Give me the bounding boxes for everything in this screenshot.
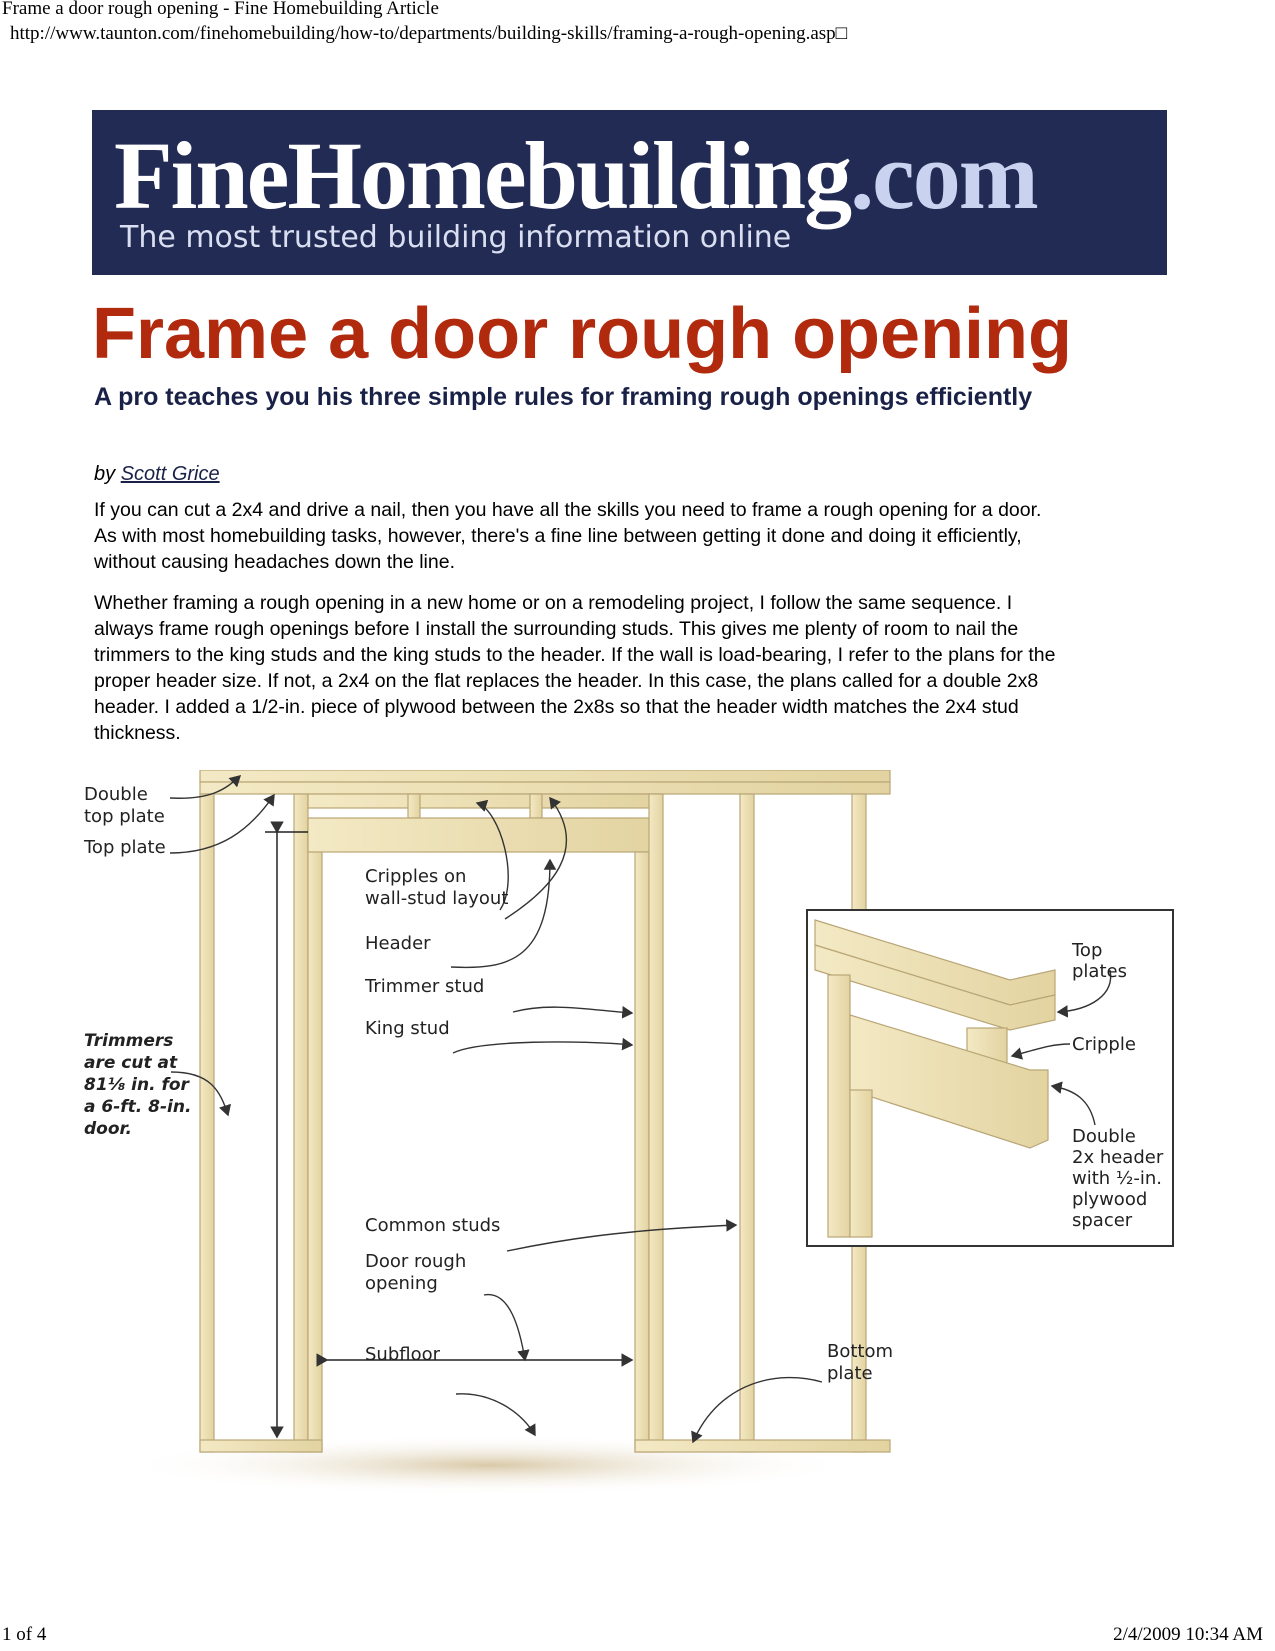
print-date: 2/4/2009 10:34 AM bbox=[1113, 1624, 1263, 1645]
label-double-top-plate: Double bbox=[84, 784, 148, 805]
framing-illustration bbox=[80, 770, 1195, 1505]
inset-label-double-header: with ½-in. bbox=[1072, 1168, 1162, 1189]
article-paragraph: Whether framing a rough opening in a new home or on a remodeling project, I follow the same sequence. I always frame rough openings before I install the surrounding studs. This gives me plenty of room to nail the trimmers to the king studs and the king studs to the header. If the wall is load-bearing, I refer to the plans for the proper header size. If not, a 2x4 on the flat replaces the header. In this case, the plans called for a double 2x8 header. I added a 1/2-in. piece of plywood between the 2x8s so that the header width matches the 2x4 stud thickness. bbox=[94, 592, 1056, 744]
print-header-title: Frame a door rough opening - Fine Homebuilding Article bbox=[2, 0, 439, 19]
inset-label-double-header: spacer bbox=[1072, 1210, 1133, 1231]
top-plate bbox=[200, 782, 890, 794]
label-trimmer-stud: Trimmer stud bbox=[365, 976, 485, 997]
wall-frame bbox=[200, 770, 890, 1452]
article-title: Frame a door rough opening bbox=[92, 294, 1073, 374]
article-paragraph: If you can cut a 2x4 and drive a nail, then you have all the skills you need to frame a rough opening for a door. As with most homebuilding tasks, however, there's a fine line between getting it done and doing it efficiently, without causing headaches down the line. bbox=[94, 499, 1042, 573]
cripple bbox=[530, 794, 542, 818]
bottom-plate-left bbox=[200, 1440, 322, 1452]
trimmer-stud-left bbox=[308, 828, 322, 1452]
label-bottom-plate: Bottom bbox=[827, 1341, 894, 1362]
trimmer-stud-right bbox=[635, 852, 649, 1452]
site-logo bbox=[114, 122, 1037, 229]
end-stud bbox=[200, 794, 214, 1452]
inset-king-stud bbox=[828, 975, 850, 1237]
label-trimmers-note: are cut at bbox=[84, 1053, 178, 1073]
site-tagline: The most trusted building information online bbox=[120, 220, 792, 255]
label-trimmers-note: 81⅛ in. for bbox=[84, 1075, 189, 1095]
label-king-stud: King stud bbox=[365, 1018, 450, 1039]
logo-suffix: .com bbox=[850, 122, 1037, 229]
label-trimmers-note: a 6-ft. 8-in. bbox=[84, 1097, 192, 1117]
double-top-plate bbox=[200, 770, 890, 782]
label-trimmers-note: Trimmers bbox=[84, 1031, 174, 1051]
article-subtitle: A pro teaches you his three simple rules for framing rough openings efficiently bbox=[94, 383, 1033, 411]
inset-label-cripple: Cripple bbox=[1072, 1034, 1136, 1055]
header-detail-inset bbox=[807, 910, 1173, 1246]
king-stud-left bbox=[294, 794, 308, 1452]
print-header-url: http://www.taunton.com/finehomebuilding/how-to/departments/building-skills/framing-a-rough-opening.asp□ bbox=[10, 23, 848, 44]
inset-label-double-header: Double bbox=[1072, 1126, 1136, 1147]
inset-label-double-header: plywood bbox=[1072, 1189, 1148, 1210]
bottom-plate-right bbox=[635, 1440, 890, 1452]
byline-prefix: by bbox=[94, 463, 116, 485]
label-door-rough-opening: Door rough bbox=[365, 1251, 467, 1272]
label-common-studs: Common studs bbox=[365, 1215, 501, 1236]
cripple bbox=[408, 794, 420, 818]
king-stud-right bbox=[649, 794, 663, 1452]
print-page-number: 1 of 4 bbox=[2, 1624, 47, 1645]
author-link[interactable]: Scott Grice bbox=[120, 463, 220, 485]
inset-label-double-header: 2x header bbox=[1072, 1147, 1164, 1168]
framing-diagram bbox=[80, 770, 1195, 1505]
label-door-rough-opening: opening bbox=[365, 1273, 438, 1294]
common-stud bbox=[740, 794, 754, 1452]
label-header: Header bbox=[365, 933, 431, 954]
site-banner bbox=[92, 110, 1167, 275]
label-cripples: Cripples on bbox=[365, 866, 467, 887]
label-subfloor: Subfloor bbox=[365, 1344, 441, 1365]
inset-label-top-plates: plates bbox=[1072, 961, 1127, 982]
logo-main: FineHomebuilding bbox=[114, 122, 851, 229]
byline bbox=[94, 463, 220, 486]
inset-label-top-plates: Top bbox=[1072, 940, 1103, 961]
leader-arrows bbox=[170, 776, 822, 1442]
header bbox=[308, 818, 660, 852]
label-cripples: wall-stud layout bbox=[365, 888, 509, 909]
label-bottom-plate: plate bbox=[827, 1363, 873, 1384]
label-trimmers-note: door. bbox=[84, 1119, 132, 1139]
inset-trimmer-stud bbox=[850, 1090, 872, 1237]
cripple-row bbox=[308, 794, 660, 808]
label-top-plate: Top plate bbox=[84, 837, 166, 858]
label-double-top-plate: top plate bbox=[84, 806, 165, 827]
